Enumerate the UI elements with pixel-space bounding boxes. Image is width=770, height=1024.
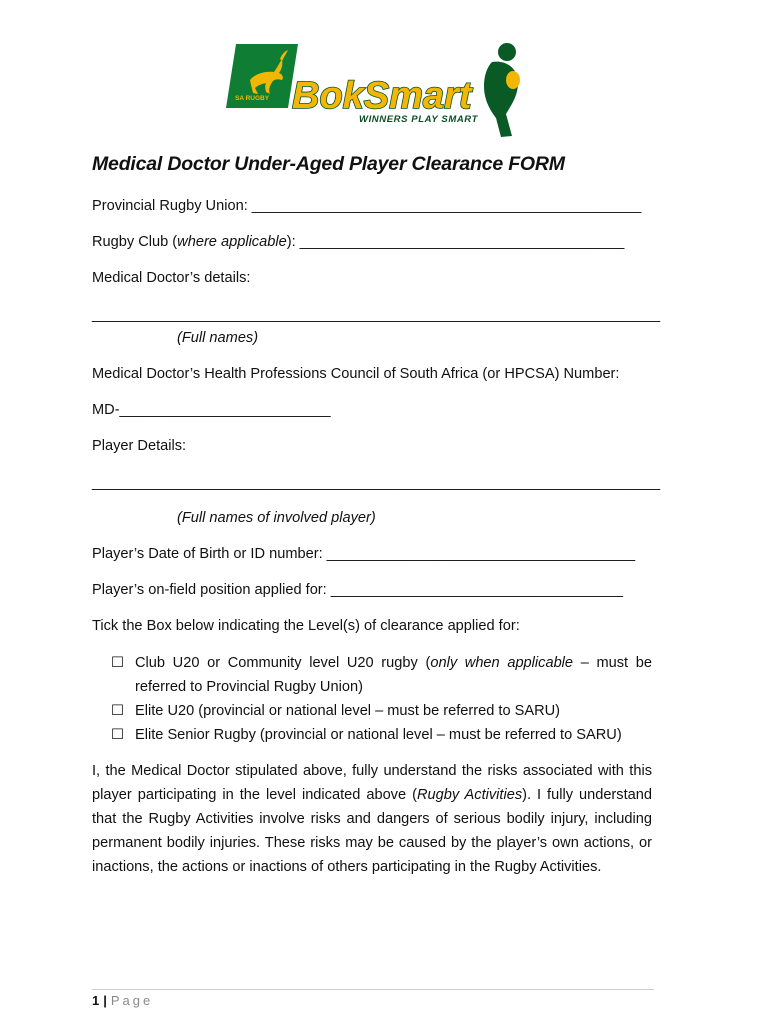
checkbox-elite-u20[interactable]: ☐ [111, 703, 125, 719]
full-names-note: (Full names) [177, 330, 259, 346]
page-number: 1 [92, 993, 100, 1008]
tick-instruction: Tick the Box below indicating the Level(s) of clearance applied for: [92, 618, 520, 634]
rugby-club-suffix: ): ________________________________________ [286, 234, 625, 250]
option-club-u20-text: Club U20 or Community level U20 rugby ( [135, 655, 431, 671]
option-club-u20-italic: only when applicable [430, 655, 574, 671]
boksmart-logo [222, 40, 522, 140]
brand-name: BokSmart [292, 75, 472, 117]
declaration-paragraph [92, 759, 652, 879]
form-title: Medical Doctor Under-Aged Player Clearance FORM [92, 153, 565, 175]
footer-divider [92, 989, 654, 990]
checkbox-elite-senior[interactable]: ☐ [111, 727, 125, 743]
declaration-italic: Rugby Activities [416, 787, 523, 803]
option-elite-senior-label: Elite Senior Rugby (provincial or national level – must be referred to SARU) [135, 727, 622, 743]
doctor-details-label: Medical Doctor’s details: [92, 270, 251, 286]
rugby-ball-icon [506, 71, 520, 89]
player-name-field[interactable]: ______________________________________________________________________ [92, 475, 661, 491]
declaration-text: I, the Medical Doctor stipulated above, fully understand the risks associated with this player participating in the level indicated above ( [92, 763, 652, 803]
page-footer [92, 993, 153, 1008]
footer-separator: | [103, 993, 107, 1008]
doctor-name-field[interactable]: ______________________________________________________________________ [92, 307, 661, 323]
badge-text: SA RUGBY [235, 95, 270, 102]
option-club-u20-text-after: – must be referred to Provincial Rugby Union) [135, 655, 653, 695]
option-elite-u20-label: Elite U20 (provincial or national level – must be referred to SARU) [135, 703, 561, 719]
player-names-note: (Full names of involved player) [177, 510, 376, 526]
rugby-club-italic: where applicable [177, 234, 287, 250]
player-details-label: Player Details: [92, 438, 187, 454]
hpcsa-label: Medical Doctor’s Health Professions Council of South Africa (or HPCSA) Number: [92, 366, 620, 382]
md-number-field[interactable]: MD-__________________________ [92, 402, 331, 418]
rugby-club-prefix: Rugby Club ( [92, 234, 178, 250]
declaration-text-after: ). I fully understand that the Rugby Activities involve risks and dangers of serious bodily injury, including permanent bodily injuries. These risks may be caused by the player’s own actions, or inactions, the actions or inactions of others participating in the Rugby Activities. [92, 787, 652, 875]
brand-tagline: WINNERS PLAY SMART [359, 114, 479, 125]
rugby-club-field[interactable] [92, 234, 624, 250]
rugby-player-icon [484, 43, 520, 137]
provincial-union-field[interactable]: Provincial Rugby Union: ________________________________________________ [92, 198, 642, 214]
player-dob-field[interactable]: Player’s Date of Birth or ID number: ______________________________________ [92, 546, 636, 562]
checkbox-club-u20[interactable]: ☐ [111, 655, 125, 671]
page-word: Page [110, 993, 154, 1008]
option-club-u20-label [135, 651, 652, 699]
player-position-field[interactable]: Player’s on-field position applied for: ____________________________________ [92, 582, 623, 598]
